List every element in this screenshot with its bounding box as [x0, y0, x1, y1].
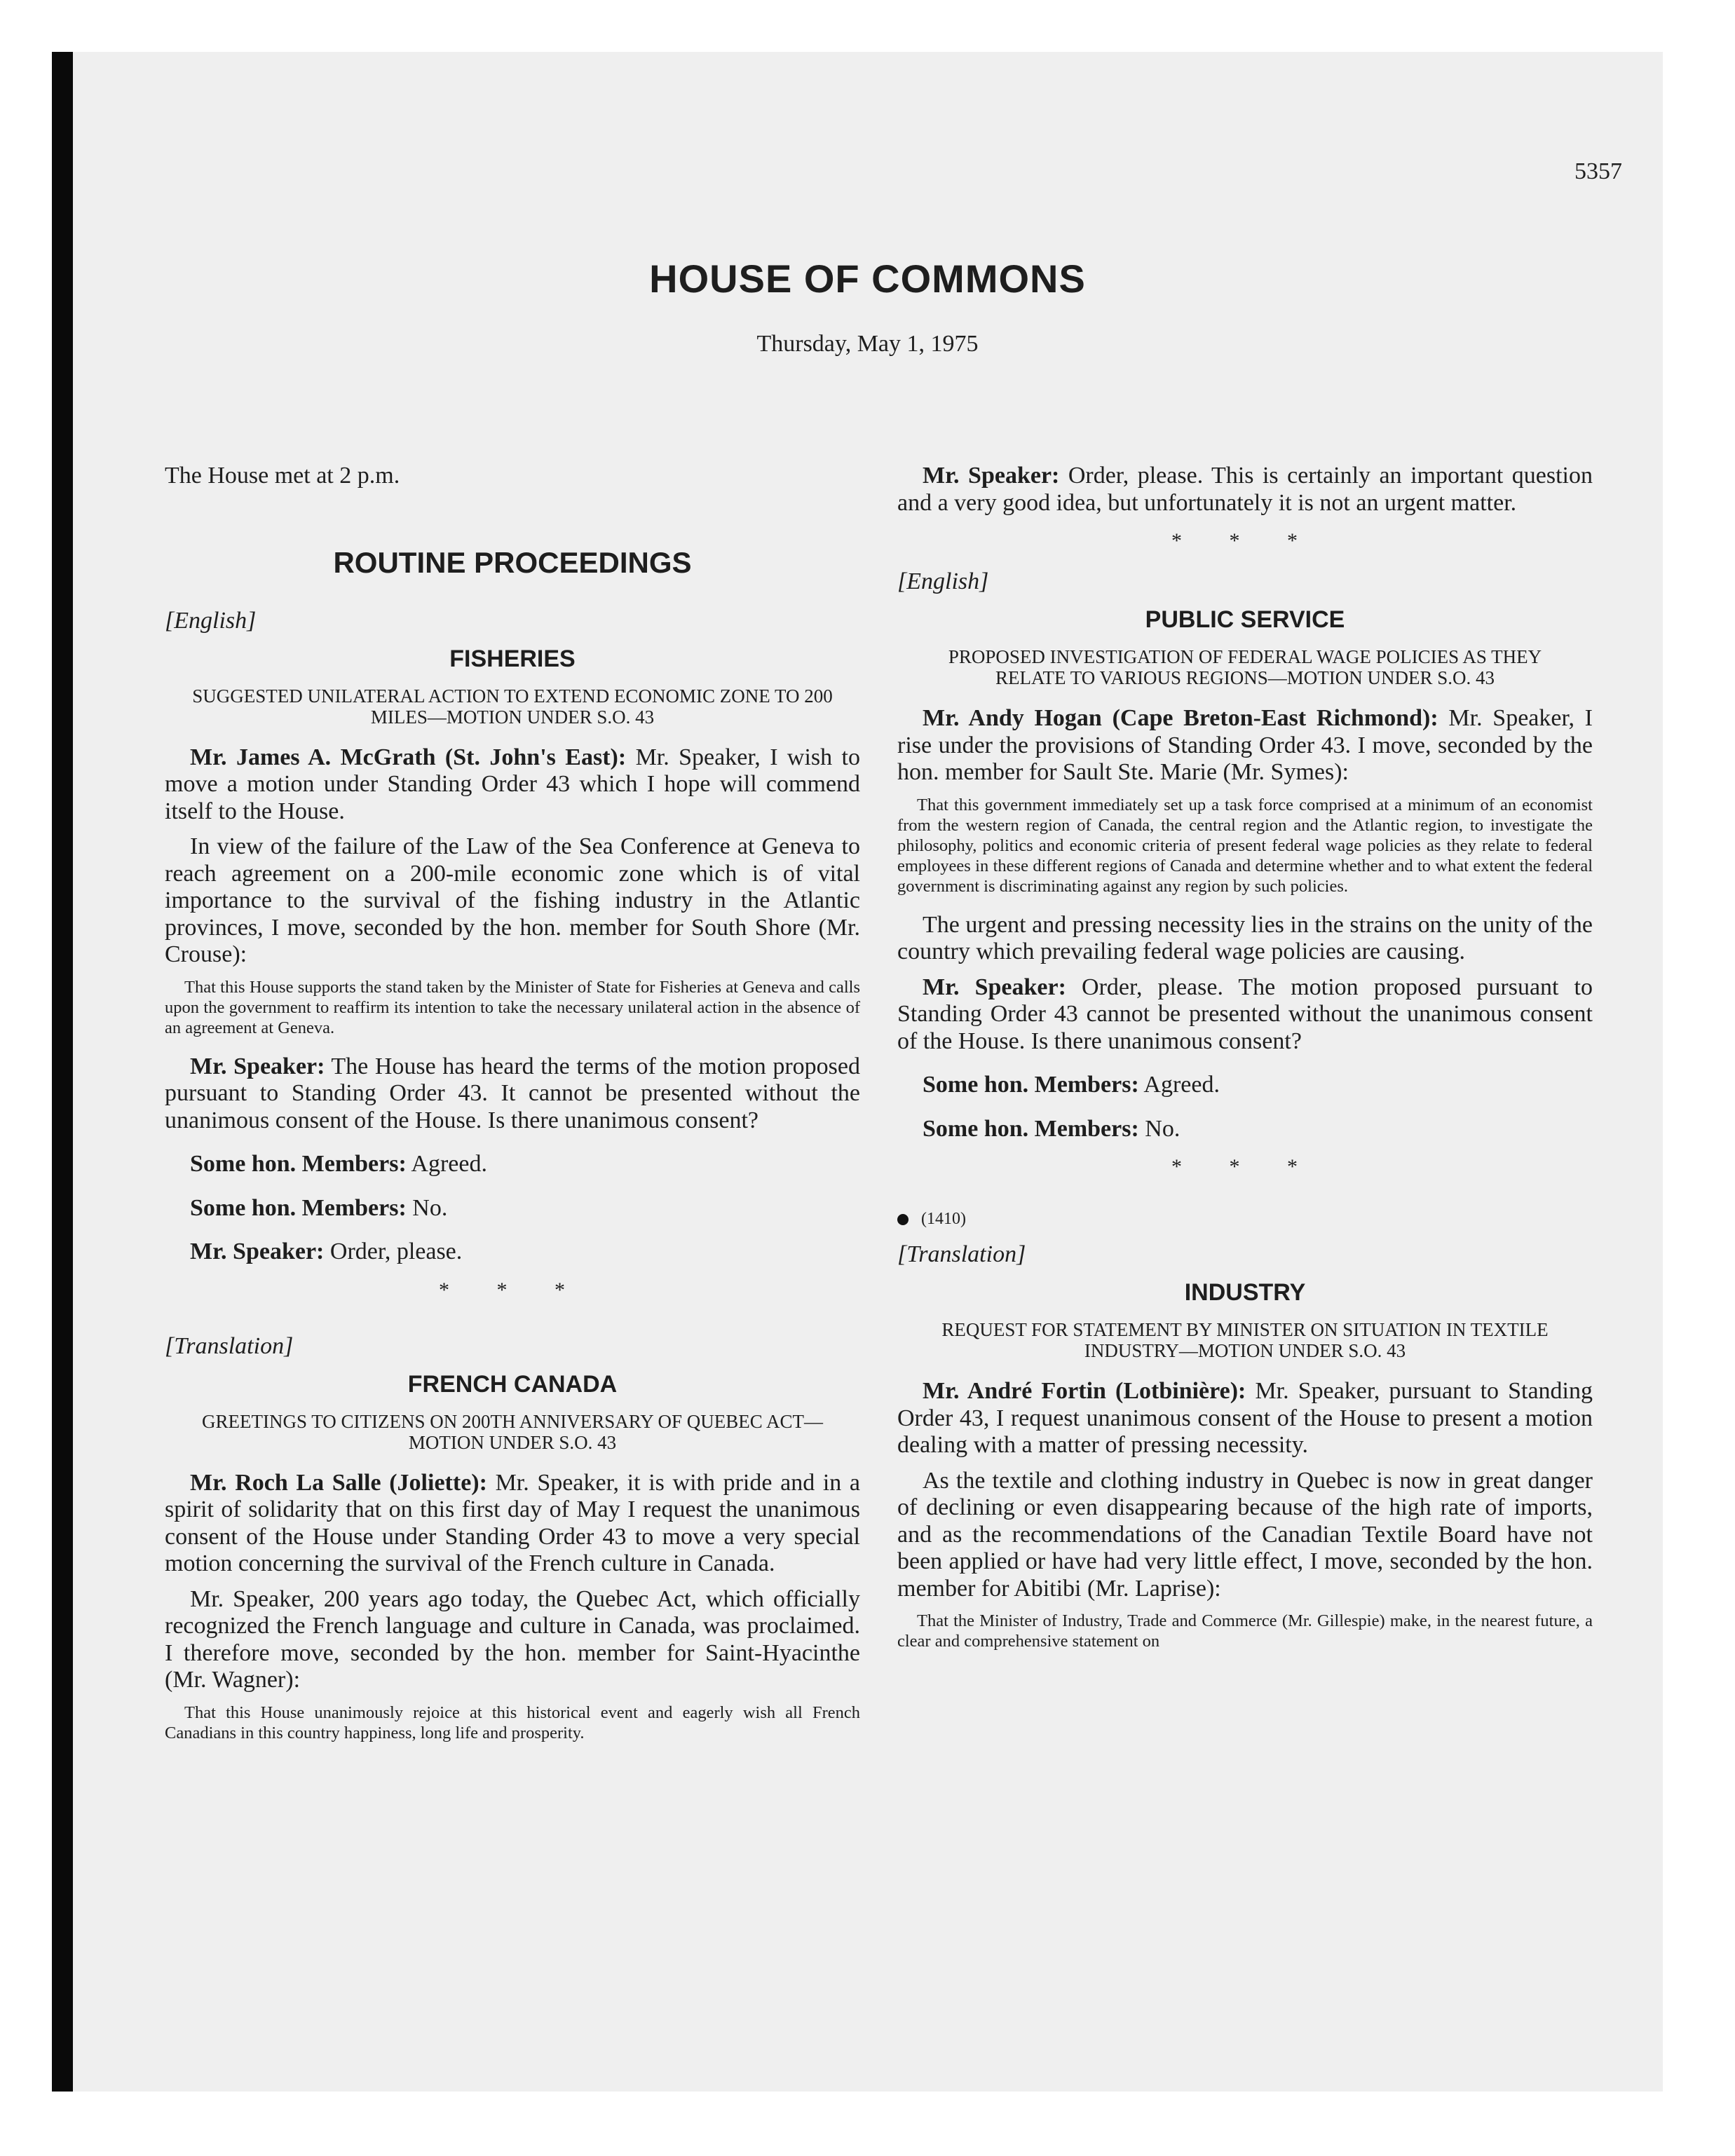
speech-paragraph: In view of the failure of the Law of the Sea Conference at Geneva to reach agreement on a 200-mile economic zone which is of vital importance to the survival of the fishing industry in the Atlantic provinces, I move, seconded by the hon. member for South Shore (Mr. Crouse):	[165, 833, 860, 967]
speaker-name: Mr. James A. McGrath (St. John's East):	[190, 744, 627, 770]
language-tag: [Translation]	[897, 1241, 1026, 1267]
speech-paragraph: The urgent and pressing necessity lies in the strains on the unity of the country which prevailing federal wage policies are causing.	[897, 911, 1593, 964]
french-canada-subheading: GREETINGS TO CITIZENS ON 200TH ANNIVERSARY OF QUEBEC ACT—MOTION UNDER S.O. 43	[201, 1410, 824, 1453]
members-response	[165, 1151, 860, 1178]
speech-paragraph	[165, 744, 860, 826]
speaker-name: Some hon. Members:	[190, 1194, 407, 1221]
members-response	[897, 1072, 1593, 1099]
section-heading: ROUTINE PROCEEDINGS	[333, 545, 692, 579]
industry-subheading: REQUEST FOR STATEMENT BY MINISTER ON SITUATION IN TEXTILE INDUSTRY—MOTION UNDER S.O. 43	[941, 1319, 1549, 1361]
page-title: HOUSE OF COMMONS	[649, 257, 1086, 301]
time-marker	[897, 1210, 1593, 1229]
members-response	[165, 1195, 860, 1222]
speech-text: Mr. Speaker, pursuant to Standing Order 43, I request unanimous consent of the House to present a motion dealing with a matter of pressing necessity.	[897, 1378, 1593, 1458]
speaker-name: Mr. Roch La Salle (Joliette):	[190, 1469, 487, 1496]
fisheries-subheading: SUGGESTED UNILATERAL ACTION TO EXTEND ECONOMIC ZONE TO 200 MILES—MOTION UNDER S.O. 43	[192, 685, 833, 728]
speech-text: The House has heard the terms of the motion proposed pursuant to Standing Order 43. It cannot be presented without the unanimous consent of the House. Is there unanimous consent?	[165, 1053, 860, 1133]
speech-text: Mr. Speaker, it is with pride and in a spirit of solidarity that on this first day of May I request the unanimous consent of the House under Standing Order 43 to move a very special motion concerning the survival of the French culture in Canada.	[165, 1469, 861, 1576]
scan-edge-border	[52, 52, 73, 2092]
french-canada-heading: FRENCH CANADA	[407, 1370, 618, 1398]
speech-paragraph: As the textile and clothing industry in Quebec is now in great danger of declining or even disappearing because of the high rate of imports, and as the recommendations of the Canadian Textile Board have not been applied or have had very little effect, I move, seconded by the hon. member for Abitibi (Mr. Laprise):	[897, 1467, 1593, 1602]
motion-text: That the Minister of Industry, Trade and Commerce (Mr. Gillespie) make, in the nearest future, a clear and comprehensive statement on	[897, 1611, 1593, 1651]
speech-paragraph	[165, 1053, 860, 1135]
section-separator: * * *	[1171, 1155, 1319, 1178]
speaker-name: Some hon. Members:	[190, 1151, 407, 1177]
speech-paragraph: Mr. Speaker, 200 years ago today, the Quebec Act, which officially recognized the French language and culture in Canada, was proclaimed. I therefore move, seconded by the hon. member for Saint-Hyacinthe (Mr. Wagner):	[165, 1585, 860, 1693]
time-marker-text: (1410)	[921, 1210, 966, 1228]
speech-paragraph	[897, 974, 1593, 1056]
page-number: 5357	[1574, 158, 1622, 184]
bullet-icon	[897, 1214, 909, 1225]
section-separator: * * *	[439, 1278, 586, 1302]
motion-text: That this House supports the stand taken by the Minister of State for Fisheries at Geneva and calls upon the government to reaffirm its intention to take the necessary unilateral action in the absence of an agreement at Geneva.	[165, 977, 860, 1037]
industry-heading: INDUSTRY	[1184, 1279, 1306, 1306]
left-column	[165, 463, 860, 1759]
speech-text: No.	[1138, 1115, 1181, 1142]
speech-text: No.	[406, 1194, 448, 1221]
speech-text: Agreed.	[406, 1151, 487, 1177]
speaker-name: Mr. Speaker:	[190, 1239, 325, 1264]
members-response	[897, 1116, 1593, 1143]
language-tag: [Translation]	[165, 1332, 294, 1359]
opening-line: The House met at 2 p.m.	[165, 463, 400, 489]
right-column	[897, 463, 1593, 1667]
speaker-name: Mr. Speaker:	[923, 974, 1066, 1000]
speech-text: Agreed.	[1138, 1072, 1220, 1098]
speaker-name: Some hon. Members:	[923, 1115, 1139, 1142]
speech-paragraph	[165, 1239, 860, 1266]
speaker-name: Some hon. Members:	[923, 1072, 1139, 1098]
speaker-name: Mr. André Fortin (Lotbinière):	[923, 1378, 1246, 1404]
speech-text: Order, please. The motion proposed pursuant to Standing Order 43 cannot be presented without the unanimous consent of the House. Is there unanimous consent?	[897, 974, 1593, 1054]
speech-text: Order, please. This is certainly an important question and a very good idea, but unfortunately it is not an urgent matter.	[897, 463, 1593, 516]
public-service-heading: PUBLIC SERVICE	[1145, 606, 1345, 633]
speaker-name: Mr. Speaker:	[923, 463, 1060, 489]
speaker-name: Mr. Andy Hogan (Cape Breton-East Richmond):	[923, 705, 1438, 731]
speech-paragraph	[897, 1378, 1593, 1459]
language-tag: [English]	[165, 607, 257, 634]
speech-text: Order, please.	[324, 1239, 463, 1264]
public-service-subheading: PROPOSED INVESTIGATION OF FEDERAL WAGE POLICIES AS THEY RELATE TO VARIOUS REGIONS—MOTION UNDER S.O. 43	[948, 646, 1542, 688]
language-tag: [English]	[897, 568, 989, 594]
speech-paragraph	[897, 463, 1593, 517]
speech-text: Mr. Speaker, I wish to move a motion under Standing Order 43 which I hope will commend itself to the House.	[165, 744, 860, 824]
sitting-date: Thursday, May 1, 1975	[756, 331, 979, 357]
speech-text: Mr. Speaker, I rise under the provisions of Standing Order 43. I move, seconded by the hon. member for Sault Ste. Marie (Mr. Symes):	[897, 705, 1593, 785]
section-separator: * * *	[1171, 529, 1319, 552]
fisheries-heading: FISHERIES	[449, 645, 576, 672]
speaker-name: Mr. Speaker:	[190, 1053, 325, 1079]
motion-text: That this House unanimously rejoice at this historical event and eagerly wish all French Canadians in this country happiness, long life and prosperity.	[165, 1703, 860, 1742]
motion-text: That this government immediately set up a task force comprised at a minimum of an economist from the western region of Canada, the central region and the Atlantic region, to investigate the philosophy, politics and economic criteria of present federal wage policies as they relate to federal employees in these different regions of Canada and determine whether and to what extent the federal government is discriminating against any region by such policies.	[897, 795, 1593, 896]
speech-paragraph	[897, 705, 1593, 786]
speech-paragraph	[165, 1470, 860, 1578]
